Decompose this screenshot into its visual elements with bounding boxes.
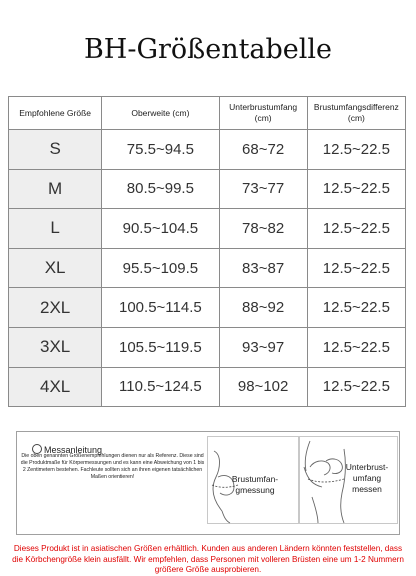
difference-cell: 12.5~22.5 — [307, 288, 405, 328]
table-row — [9, 130, 406, 170]
header-bust: Oberweite (cm) — [102, 97, 219, 130]
table-header-row — [9, 97, 406, 130]
bust-cell: 90.5~104.5 — [102, 209, 219, 249]
bust-cell: 80.5~99.5 — [102, 169, 219, 209]
difference-cell: 12.5~22.5 — [307, 130, 405, 170]
underbust-cell: 73~77 — [219, 169, 307, 209]
bust-cell: 110.5~124.5 — [102, 367, 219, 407]
bust-cell: 100.5~114.5 — [102, 288, 219, 328]
header-difference: Brustumfangsdifferenz (cm) — [307, 97, 405, 130]
difference-cell: 12.5~22.5 — [307, 327, 405, 367]
measuring-guide-text: Die oben genannten Größenempfehlungen dienen nur als Referenz. Diese sind die Produktmaße für Körpermessungen und es kann eine Abweichung von 1 bis 2 Zentimetern bestehen. Fachleute sollten sich an ihren eigenen tatsächlichen Maßen orientieren! — [20, 453, 205, 480]
bust-caption-line1: Brustumfan- — [231, 474, 279, 484]
table-row — [9, 327, 406, 367]
underbust-caption-line2: umfang — [352, 473, 382, 483]
bust-measurement-caption — [225, 474, 285, 496]
asian-size-notice: Dieses Produkt ist in asiatischen Größen erhältlich. Kunden aus anderen Ländern könnten feststellen, dass die Körbchengröße klein ausfällt. Wir empfehlen, dass Personen mit volleren Brüsten eine um 1-2 Nummern größere Größe ausprobieren. — [12, 544, 404, 574]
underbust-cell: 98~102 — [219, 367, 307, 407]
size-cell: 3XL — [9, 327, 102, 367]
difference-cell: 12.5~22.5 — [307, 169, 405, 209]
underbust-caption-line1: Unterbrust- — [345, 462, 389, 472]
bust-cell: 105.5~119.5 — [102, 327, 219, 367]
table-row — [9, 248, 406, 288]
guide-title-text: Messanleitung — [44, 445, 103, 455]
size-cell: M — [9, 169, 102, 209]
table-row — [9, 288, 406, 328]
bust-caption-line2: gmessung — [235, 485, 275, 495]
header-size: Empfohlene Größe — [9, 97, 102, 130]
size-cell: 2XL — [9, 288, 102, 328]
table-row — [9, 367, 406, 407]
size-table — [8, 96, 406, 407]
bust-cell: 75.5~94.5 — [102, 130, 219, 170]
difference-cell: 12.5~22.5 — [307, 367, 405, 407]
size-cell: S — [9, 130, 102, 170]
page-title: BH-Größentabelle — [83, 34, 333, 65]
bust-cell: 95.5~109.5 — [102, 248, 219, 288]
difference-cell: 12.5~22.5 — [307, 209, 405, 249]
underbust-caption-line3: messen — [352, 484, 382, 494]
underbust-cell: 83~87 — [219, 248, 307, 288]
table-row — [9, 209, 406, 249]
underbust-measurement-caption — [338, 462, 396, 495]
header-underbust: Unterbrustumfang (cm) — [219, 97, 307, 130]
underbust-cell: 78~82 — [219, 209, 307, 249]
table-row — [9, 169, 406, 209]
size-cell: L — [9, 209, 102, 249]
underbust-cell: 68~72 — [219, 130, 307, 170]
underbust-cell: 88~92 — [219, 288, 307, 328]
size-cell: 4XL — [9, 367, 102, 407]
underbust-cell: 93~97 — [219, 327, 307, 367]
size-cell: XL — [9, 248, 102, 288]
difference-cell: 12.5~22.5 — [307, 248, 405, 288]
